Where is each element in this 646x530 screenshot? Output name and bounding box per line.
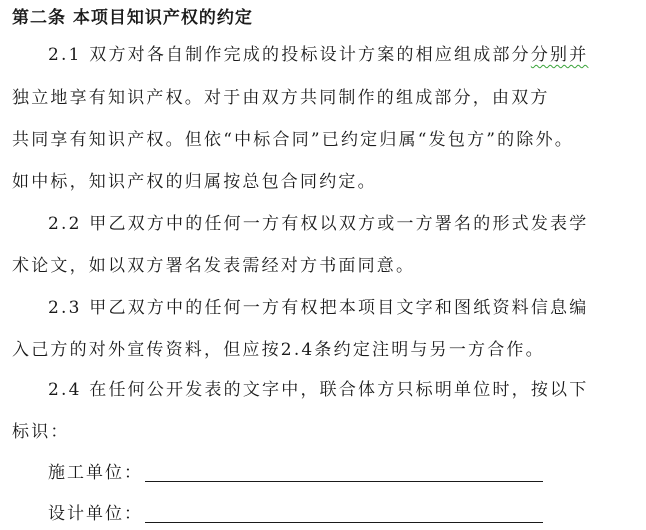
article-title: 第二条 本项目知识产权的约定 <box>12 8 253 28</box>
clause-2-3-line-1: 2.3 甲乙双方中的任何一方有权把本项目文字和图纸资料信息编 <box>48 298 589 318</box>
clause-2-1-line-2: 独立地享有知识产权。对于由双方共同制作的组成部分，由双方 <box>12 88 550 108</box>
clause-2-3-line-2: 入己方的对外宣传资料，但应按2.4条约定注明与另一方合作。 <box>12 340 545 360</box>
clause-2-1-line-1 <box>48 41 588 69</box>
construction-unit-label: 施工单位： <box>48 463 143 483</box>
clause-2-2-line-2: 术论文，如以双方署名发表需经对方书面同意。 <box>12 256 416 276</box>
clause-2-1-line-4: 如中标，知识产权的归属按总包合同约定。 <box>12 172 377 192</box>
clause-2-1-line-3: 共同享有知识产权。但依“中标合同”已约定归属“发包方”的除外。 <box>12 130 574 150</box>
clause-2-4-line-2: 标识： <box>12 422 70 442</box>
construction-unit-blank[interactable] <box>145 481 543 482</box>
clause-2-4-line-1: 2.4 在任何公开发表的文字中，联合体方只标明单位时，按以下 <box>48 380 589 400</box>
clause-2-2-line-1: 2.2 甲乙双方中的任何一方有权以双方或一方署名的形式发表学 <box>48 214 589 234</box>
design-unit-blank[interactable] <box>145 522 543 523</box>
spellcheck-flagged-text[interactable]: 分别并 <box>530 45 589 65</box>
design-unit-label: 设计单位： <box>48 504 143 524</box>
clause-text: 2.1 双方对各自制作完成的投标设计方案的相应组成部分 <box>48 45 531 65</box>
